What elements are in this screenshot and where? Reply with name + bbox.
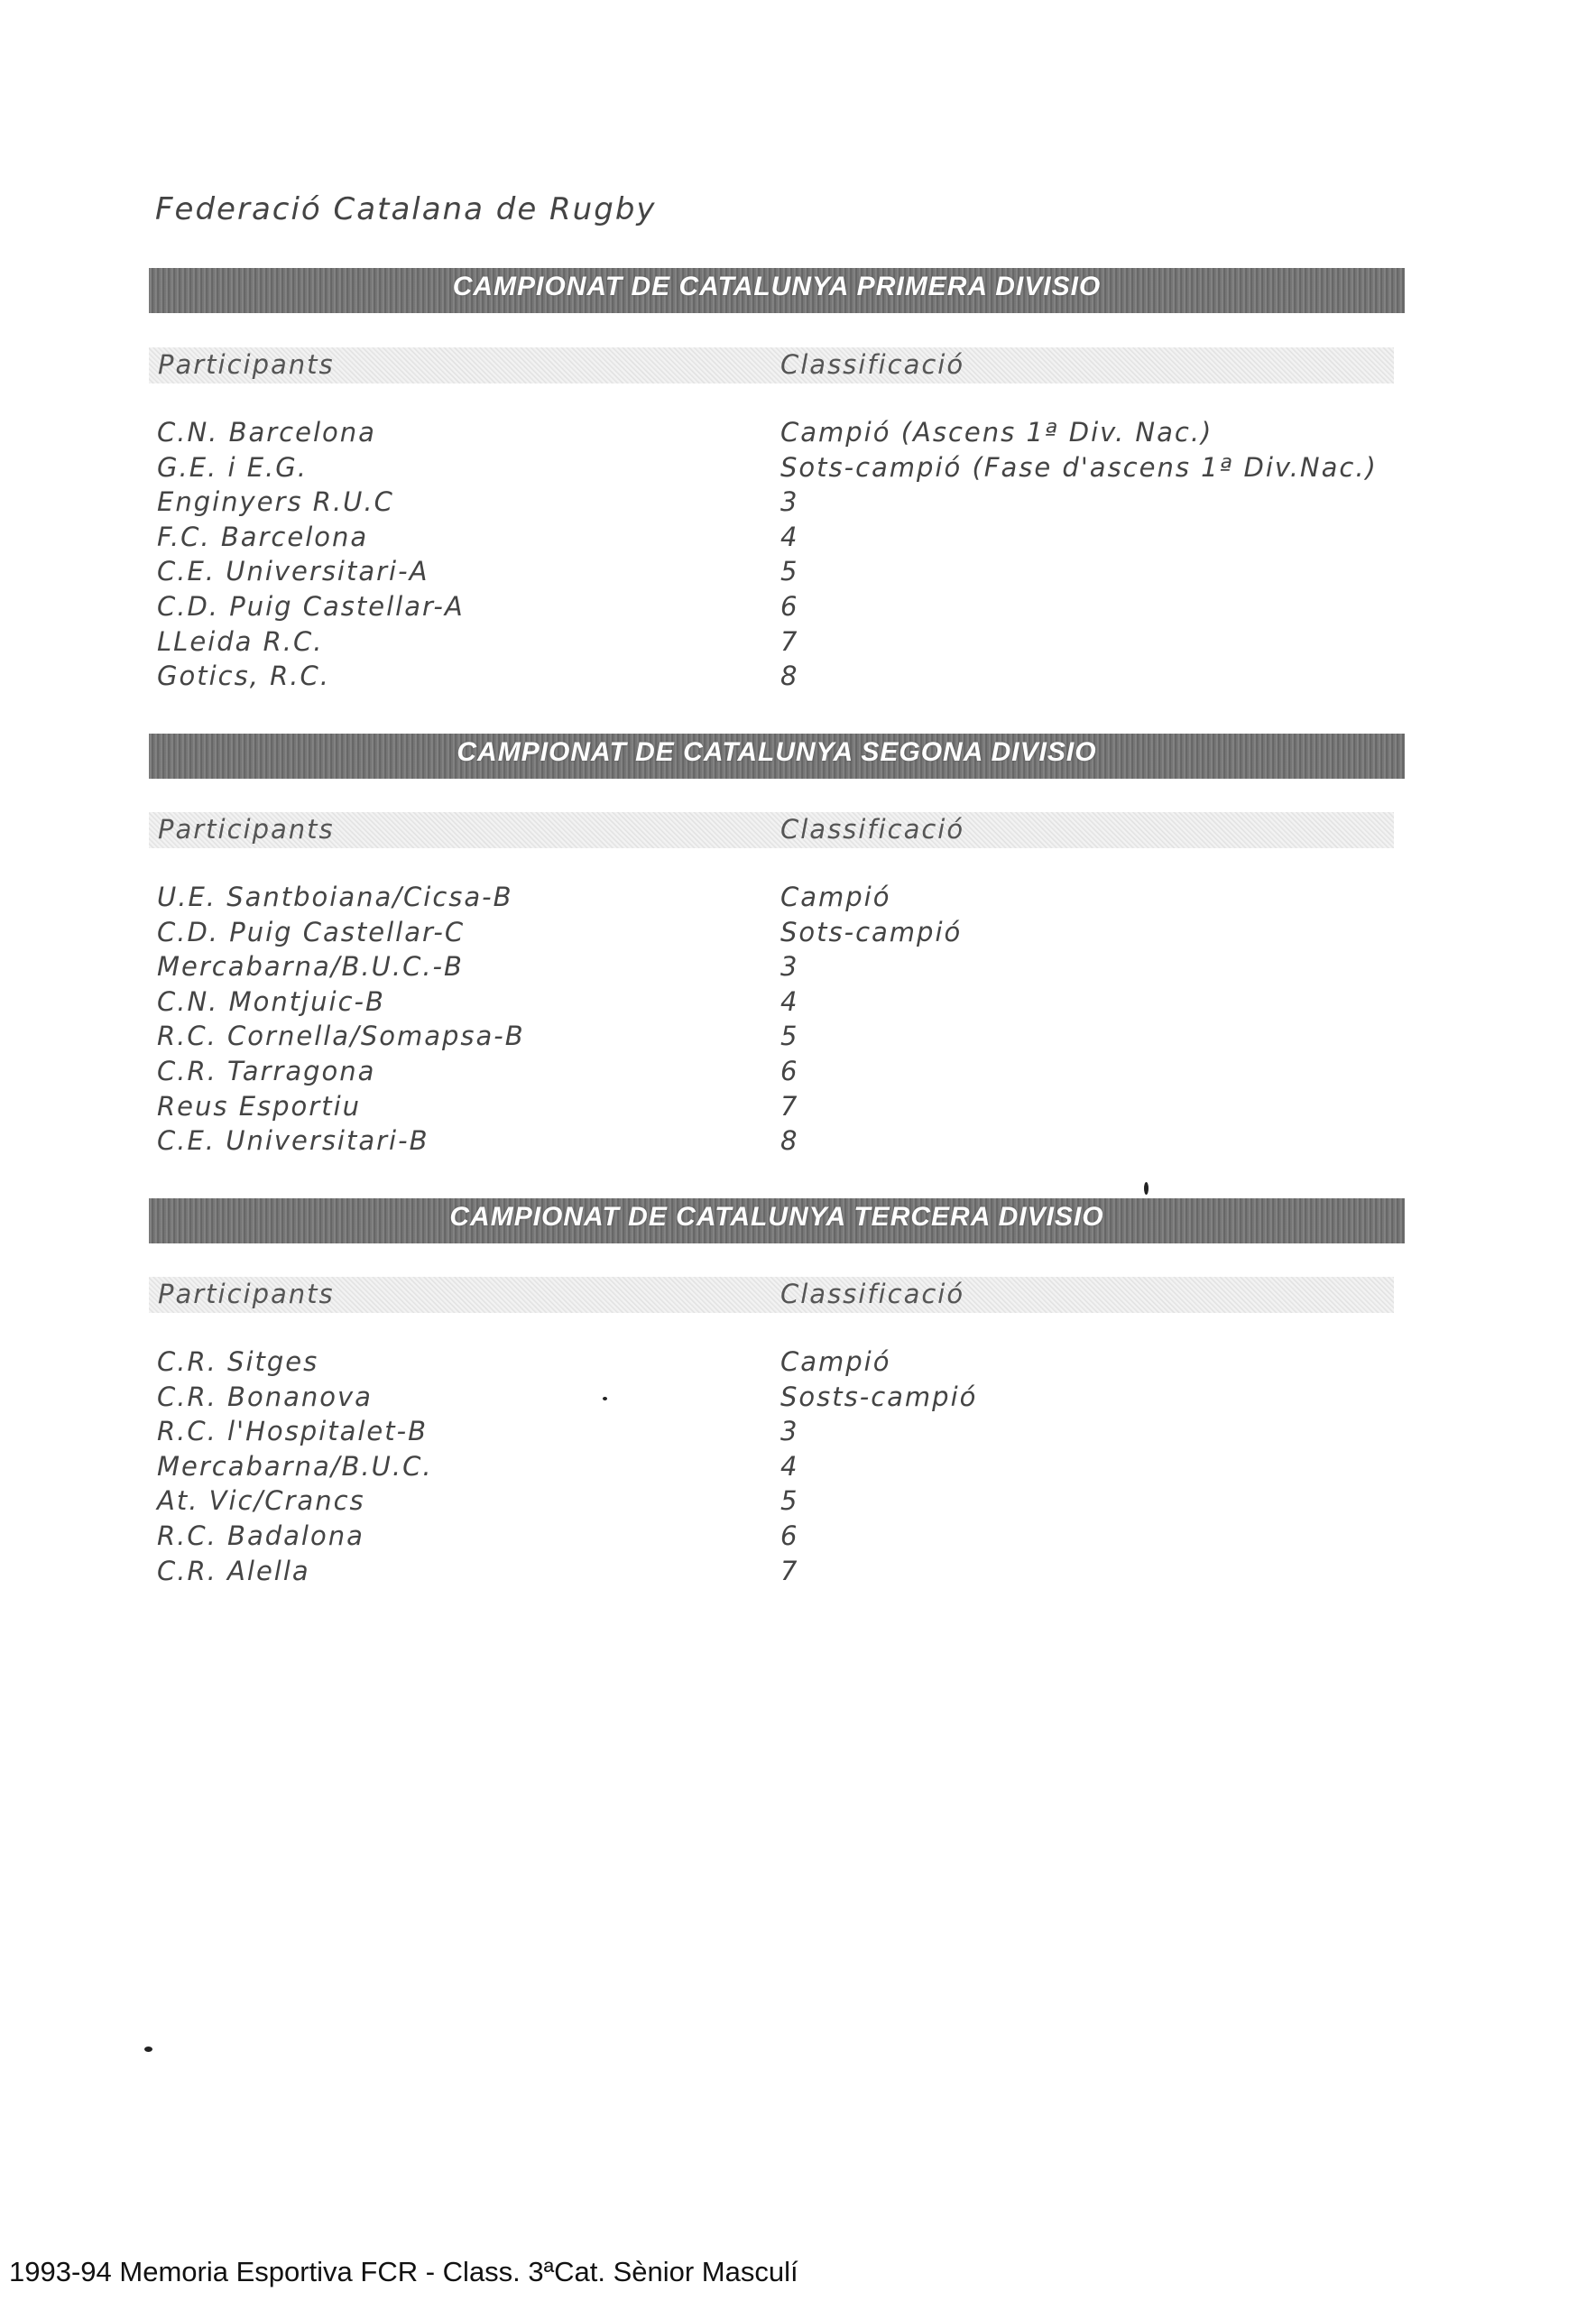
team-result: 7 [780, 1555, 799, 1586]
document-caption: 1993-94 Memoria Esportiva FCR - Class. 3ªCat. Sènior Masculí [9, 2256, 798, 2287]
team-result: Sots-campió [780, 916, 963, 947]
list-item [157, 522, 1402, 557]
rows-tercera [157, 1346, 1402, 1590]
banner-text: CAMPIONAT DE CATALUNYA TERCERA DIVISIO [449, 1202, 1104, 1232]
team-name: C.R. Sitges [157, 1346, 319, 1377]
team-result: Sosts-campió [780, 1381, 978, 1412]
scan-speck [1144, 1182, 1149, 1195]
team-name: C.D. Puig Castellar-A [157, 590, 465, 622]
list-item [157, 882, 1402, 917]
team-name: C.D. Puig Castellar-C [157, 916, 466, 947]
team-result: 4 [780, 985, 799, 1017]
list-item [157, 417, 1402, 452]
list-item [157, 1416, 1402, 1451]
team-name: C.R. Alella [157, 1555, 310, 1586]
list-item [157, 1485, 1402, 1520]
team-result: 5 [780, 1021, 799, 1052]
list-item [157, 1056, 1402, 1091]
team-result: 8 [780, 661, 799, 692]
rows-segona [157, 882, 1402, 1160]
team-name: At. Vic/Crancs [157, 1485, 365, 1517]
team-name: G.E. i E.G. [157, 451, 308, 483]
team-result: 4 [780, 521, 799, 552]
col-classification: Classificació [780, 814, 965, 845]
team-result: Campió [780, 882, 891, 912]
team-name: LLeida R.C. [157, 625, 324, 657]
page-header-title: Federació Catalana de Rugby [155, 191, 657, 227]
list-item [157, 986, 1402, 1021]
list-item [157, 1520, 1402, 1556]
team-name: R.C. l'Hospitalet-B [157, 1416, 428, 1447]
banner-text: CAMPIONAT DE CATALUNYA SEGONA DIVISIO [457, 737, 1097, 767]
team-result: Sots-campió (Fase d'ascens 1ª Div.Nac.) [780, 451, 1378, 483]
col-participants: Participants [158, 814, 335, 845]
column-header-segona [149, 812, 1394, 848]
team-name: Enginyers R.U.C [157, 486, 394, 518]
section-banner-segona [149, 734, 1405, 779]
team-result: 8 [780, 1125, 799, 1157]
scan-speck [603, 1397, 607, 1400]
team-result: 6 [780, 590, 799, 622]
list-item [157, 917, 1402, 952]
team-name: Reus Esportiu [157, 1090, 362, 1122]
team-result: 7 [780, 625, 799, 657]
team-name: Mercabarna/B.U.C.-B [157, 951, 464, 983]
team-name: C.N. Barcelona [157, 417, 376, 448]
team-name: Mercabarna/B.U.C. [157, 1450, 433, 1482]
column-header-primera [149, 347, 1394, 383]
team-result: 6 [780, 1520, 799, 1551]
list-item [157, 1381, 1402, 1417]
col-participants: Participants [158, 1279, 335, 1309]
team-name: C.N. Montjuic-B [157, 985, 385, 1017]
list-item [157, 1556, 1402, 1591]
column-header-tercera [149, 1277, 1394, 1313]
team-name: Gotics, R.C. [157, 661, 330, 692]
team-name: C.R. Tarragona [157, 1055, 376, 1086]
col-classification: Classificació [780, 1279, 965, 1309]
team-name: C.R. Bonanova [157, 1381, 373, 1412]
list-item [157, 1125, 1402, 1160]
team-name: C.E. Universitari-A [157, 556, 429, 587]
team-result: 3 [780, 1416, 799, 1447]
team-result: 6 [780, 1055, 799, 1086]
col-participants: Participants [158, 349, 335, 380]
team-name: F.C. Barcelona [157, 521, 369, 552]
scan-speck [144, 2047, 152, 2052]
section-banner-primera [149, 268, 1405, 313]
list-item [157, 1021, 1402, 1056]
list-item [157, 951, 1402, 986]
list-item [157, 452, 1402, 487]
team-result: Campió (Ascens 1ª Div. Nac.) [780, 417, 1213, 448]
col-classification: Classificació [780, 349, 965, 380]
list-item [157, 556, 1402, 591]
team-result: 7 [780, 1090, 799, 1122]
list-item [157, 1091, 1402, 1126]
list-item [157, 1346, 1402, 1381]
team-name: R.C. Badalona [157, 1520, 364, 1551]
section-banner-tercera [149, 1198, 1405, 1243]
list-item [157, 626, 1402, 661]
team-name: U.E. Santboiana/Cicsa-B [157, 882, 513, 912]
team-result: 3 [780, 951, 799, 983]
banner-text: CAMPIONAT DE CATALUNYA PRIMERA DIVISIO [452, 272, 1102, 301]
rows-primera [157, 417, 1402, 696]
list-item [157, 591, 1402, 626]
team-result: 3 [780, 486, 799, 518]
team-name: C.E. Universitari-B [157, 1125, 429, 1157]
list-item [157, 1451, 1402, 1486]
team-result: 4 [780, 1450, 799, 1482]
team-result: Campió [780, 1346, 891, 1377]
list-item [157, 661, 1402, 696]
team-name: R.C. Cornella/Somapsa-B [157, 1021, 525, 1052]
list-item [157, 486, 1402, 522]
team-result: 5 [780, 556, 799, 587]
team-result: 5 [780, 1485, 799, 1517]
